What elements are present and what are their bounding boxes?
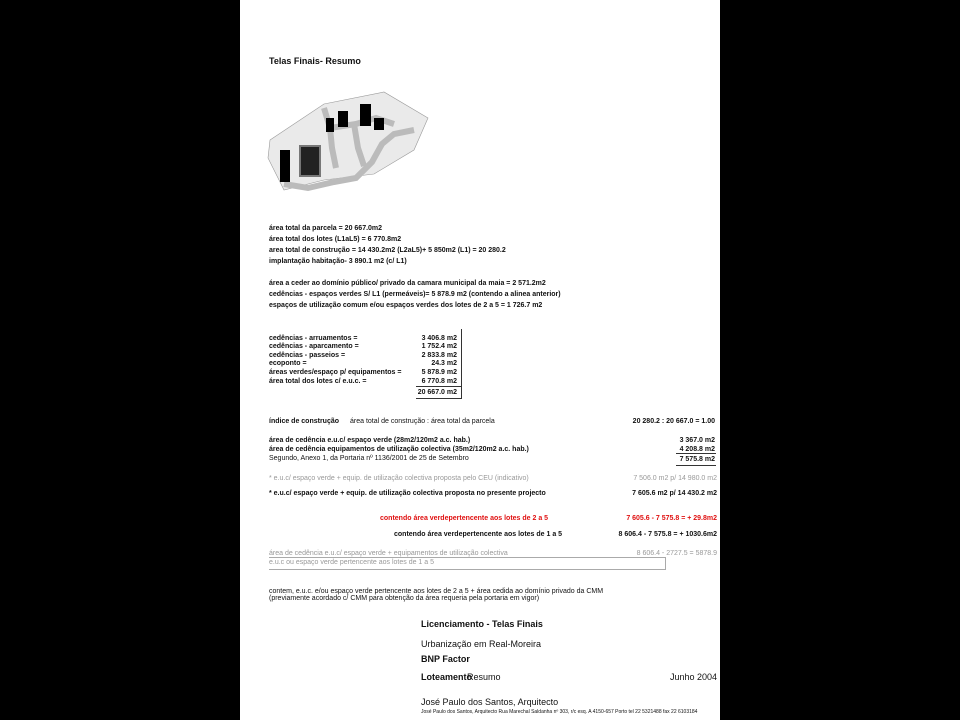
area-line: área total dos lotes (L1aL5) = 6 770.8m2	[269, 236, 402, 243]
gray-cedencia-label: área de cedência e.u.c/ espaço verde + equipamentos de utilização colectiva	[269, 550, 508, 557]
cedencia-text: área a ceder ao domínio público/ privado da camara municipal da maia = 2 571.2m2	[269, 280, 546, 287]
architect-name: José Paulo dos Santos, Arquitecto	[421, 697, 559, 707]
urbanizacao-text: Urbanização em Real-Moreira	[421, 639, 542, 649]
gray-divider	[269, 557, 665, 558]
breakdown-label: ecoponto =	[269, 360, 307, 367]
gray-cedencia-value: 8 606.4 - 2727.5 = 5878.9	[636, 550, 717, 557]
breakdown-value: 2 833.8 m2	[421, 352, 457, 359]
indice-value: 20 280.2 : 20 667.0 = 1.00	[632, 418, 715, 425]
page-title: Telas Finais- Resumo	[269, 56, 361, 66]
loteamento-label: Loteamento	[421, 672, 473, 682]
ceu-proposal-value: 7 506.0 m2 p/ 14 980.0 m2	[633, 475, 717, 482]
breakdown-value: 5 878.9 m2	[421, 369, 457, 376]
gray-divider	[665, 557, 666, 570]
cedencia-value: 3 367.0 m2	[679, 437, 715, 444]
breakdown-label: áreas verdes/espaço p/ equipamentos =	[269, 369, 402, 376]
indice-formula: área total de construção : área total da parcela	[350, 418, 495, 425]
breakdown-total: 20 667.0 m2	[417, 389, 457, 396]
area-line: implantação habitação- 3 890.1 m2 (c/ L1)	[269, 258, 407, 265]
breakdown-label: cedências - arruamentos =	[269, 335, 358, 342]
document-sheet	[240, 0, 720, 720]
breakdown-value: 3 406.8 m2	[421, 335, 457, 342]
indice-label: índice de construção	[269, 418, 340, 425]
breakdown-value: 1 752.4 m2	[421, 343, 457, 350]
area-line: área total da parcela = 20 667.0m2	[269, 225, 383, 232]
breakdown-label: cedências - aparcamento =	[269, 343, 359, 350]
cedencia-value: 4 208.8 m2	[679, 446, 715, 453]
site-plan-drawing	[264, 88, 434, 194]
cedencia-line: área de cedência equipamentos de utilização colectiva (35m2/120m2 a.c. hab.)	[269, 446, 529, 453]
portaria-note: Segundo, Anexo 1, da Portaria nº 1136/2001 de 25 de Setembro	[269, 455, 469, 462]
lotes-2-5-label: contendo área verdepertencente aos lotes de 2 a 5	[380, 515, 549, 522]
ceu-proposal-label: * e.u.c/ espaço verde + equip. de utilização colectiva proposta pelo CEU (indicativo)	[269, 475, 529, 482]
sum-divider	[416, 386, 461, 387]
note-line: (previamente acordado c/ CMM para obtenção da área requeria pela portaria em vigor)	[269, 595, 540, 602]
lotes-1-5-label: contendo área verdepertencente aos lotes de 1 a 5	[394, 531, 563, 538]
breakdown-label: cedências - passeios =	[269, 352, 346, 359]
project-proposal-label: * e.u.c/ espaço verde + equip. de utilização colectiva proposta no presente projecto	[269, 490, 546, 497]
architect-address: José Paulo dos Santos, Arquitecto Rua Marechal Saldanha nº 303, r/c esq. A 4150-657 Porto tel 22 5321488 fax 22 6103184	[421, 709, 698, 715]
sum-divider	[676, 465, 716, 466]
gray-divider	[269, 569, 665, 570]
breakdown-value: 6 770.8 m2	[421, 378, 457, 385]
cedencia-line: área de cedência e.u.c/ espaço verde (28m2/120m2 a.c. hab.)	[269, 437, 471, 444]
licenciamento-title: Licenciamento - Telas Finais	[421, 619, 543, 629]
cedencia-text: espaços de utilização comum e/ou espaços verdes dos lotes de 2 a 5 = 1 726.7 m2	[269, 302, 543, 309]
table-border	[416, 398, 462, 399]
sum-divider	[676, 453, 716, 454]
resumo-label: Resumo	[467, 672, 501, 682]
project-proposal-value: 7 605.6 m2 p/ 14 430.2 m2	[632, 490, 717, 497]
note-line: contem, e.u.c. e/ou espaço verde pertencente aos lotes de 2 a 5 + área cedida ao domínio privado da CMM	[269, 588, 604, 595]
lotes-2-5-value: 7 605.6 - 7 575.8 = + 29.8m2	[626, 515, 717, 522]
area-line: area total de construção = 14 430.2m2 (L2aL5)+ 5 850m2 (L1) = 20 280.2	[269, 247, 506, 254]
client-name: BNP Factor	[421, 654, 470, 664]
drawing-date: Junho 2004	[669, 672, 717, 682]
breakdown-value: 24.3 m2	[431, 360, 457, 367]
cedencia-total: 7 575.8 m2	[679, 456, 715, 463]
cedencia-text: cedências - espaços verdes S/ L1 (permeáveis)= 5 878.9 m2 (contendo a alinea anterior)	[269, 291, 561, 298]
breakdown-label: área total dos lotes c/ e.u.c. =	[269, 378, 367, 385]
gray-euc-label: e.u.c ou espaço verde pertencente aos lotes de 1 a 5	[269, 559, 435, 566]
lotes-1-5-value: 8 606.4 - 7 575.8 = + 1030.6m2	[618, 531, 717, 538]
table-border	[461, 329, 462, 399]
